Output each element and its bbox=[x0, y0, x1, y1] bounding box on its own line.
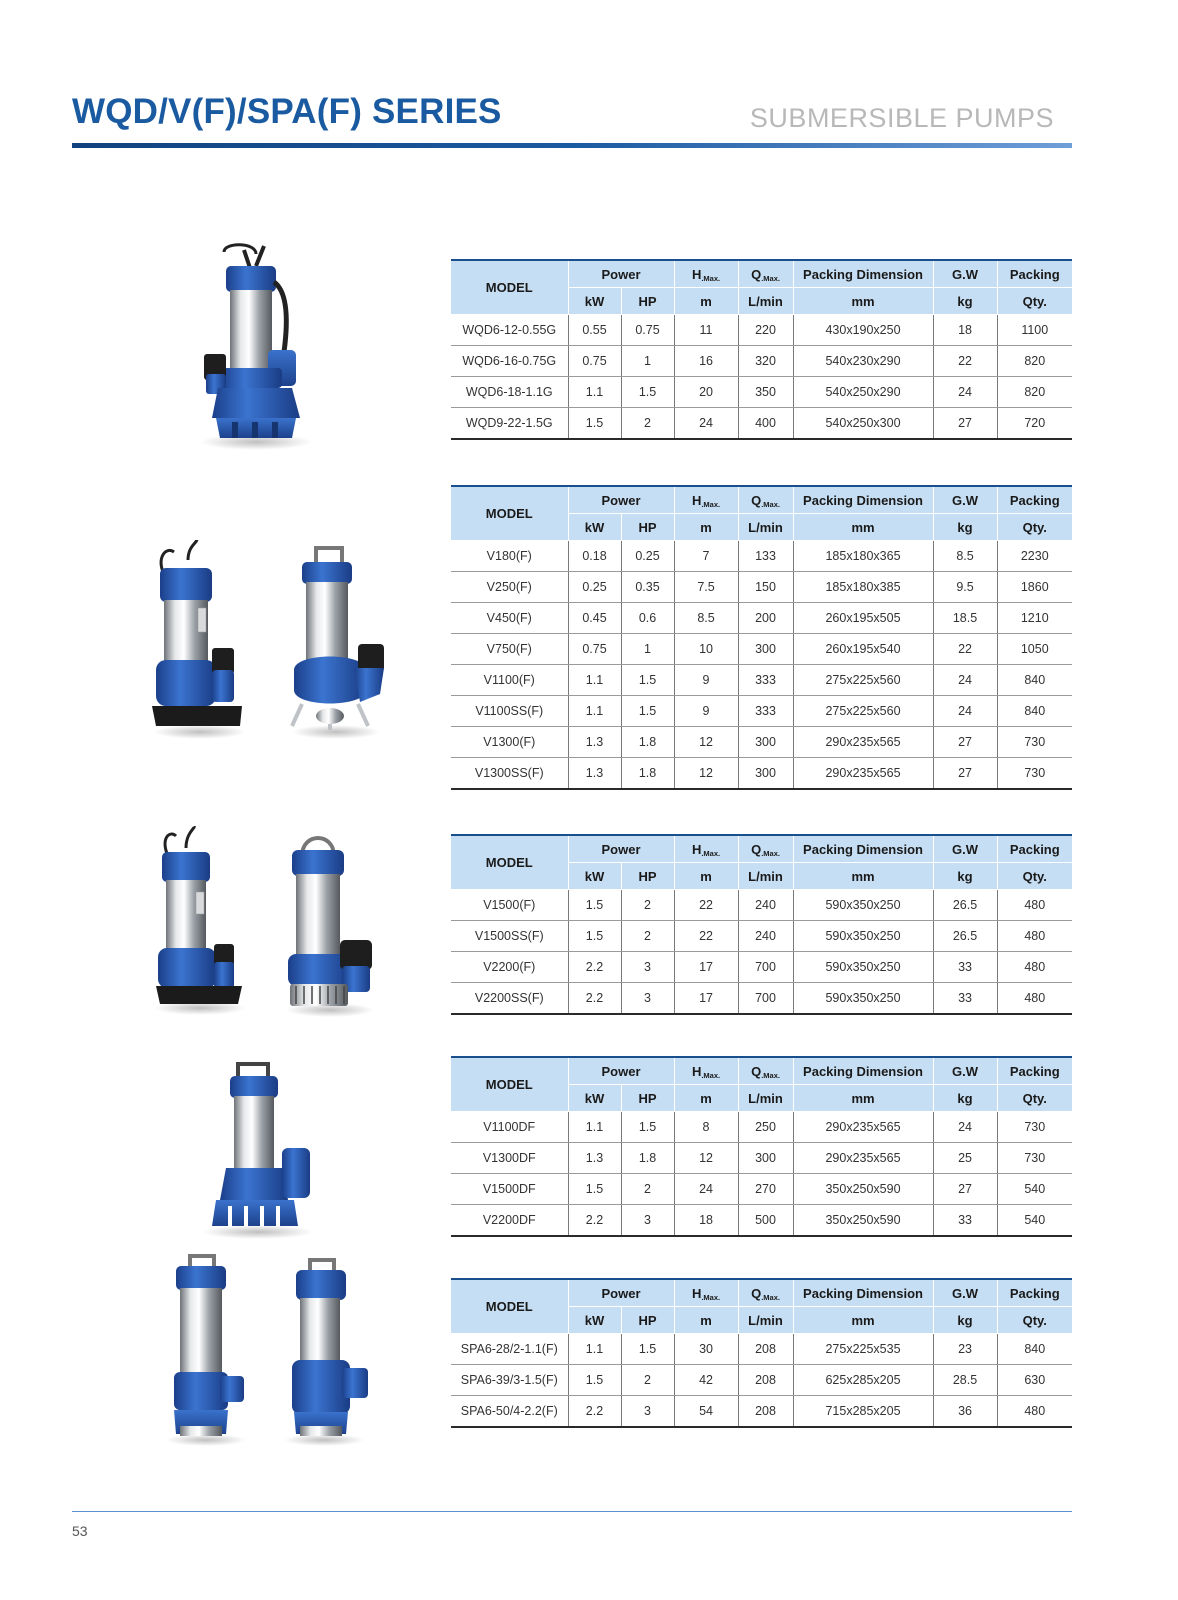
packing-qty-cell: 1050 bbox=[997, 634, 1072, 665]
power-header: Power bbox=[568, 486, 674, 514]
mm-unit: mm bbox=[793, 514, 933, 541]
packing-qty-cell: 480 bbox=[997, 1396, 1072, 1428]
power-kw-cell: 1.1 bbox=[568, 696, 621, 727]
model-cell: V1500DF bbox=[451, 1174, 568, 1205]
packing-qty-cell: 1100 bbox=[997, 315, 1072, 346]
gross-weight-cell: 9.5 bbox=[933, 572, 997, 603]
qty-unit: Qty. bbox=[997, 1307, 1072, 1334]
kw-unit: kW bbox=[568, 288, 621, 315]
power-header: Power bbox=[568, 1057, 674, 1085]
table-row bbox=[451, 665, 1072, 696]
model-cell: V1300DF bbox=[451, 1143, 568, 1174]
table-row bbox=[451, 952, 1072, 983]
packing-dimension-cell: 185x180x365 bbox=[793, 541, 933, 572]
title-divider bbox=[72, 143, 1072, 148]
gross-weight-cell: 27 bbox=[933, 408, 997, 440]
model-cell: V450(F) bbox=[451, 603, 568, 634]
spec-table-v bbox=[451, 485, 1072, 790]
gross-weight-cell: 36 bbox=[933, 1396, 997, 1428]
gross-weight-cell: 22 bbox=[933, 346, 997, 377]
packing-qty-cell: 540 bbox=[997, 1205, 1072, 1237]
table-row bbox=[451, 346, 1072, 377]
flow-cell: 200 bbox=[738, 603, 793, 634]
flow-cell: 320 bbox=[738, 346, 793, 377]
flow-header: $Q_{.Max.}$ bbox=[738, 486, 793, 514]
model-cell: V2200DF bbox=[451, 1205, 568, 1237]
kg-unit: kg bbox=[933, 288, 997, 315]
power-header: Power bbox=[568, 260, 674, 288]
power-kw-cell: 2.2 bbox=[568, 1396, 621, 1428]
packing-qty-cell: 840 bbox=[997, 1334, 1072, 1365]
flow-cell: 300 bbox=[738, 727, 793, 758]
power-header: Power bbox=[568, 835, 674, 863]
table-row bbox=[451, 921, 1072, 952]
power-hp-cell: 1 bbox=[621, 634, 674, 665]
power-kw-cell: 0.45 bbox=[568, 603, 621, 634]
kg-unit: kg bbox=[933, 514, 997, 541]
packing-qty-cell: 730 bbox=[997, 1112, 1072, 1143]
table-row bbox=[451, 1334, 1072, 1365]
power-hp-cell: 0.6 bbox=[621, 603, 674, 634]
power-kw-cell: 1.3 bbox=[568, 758, 621, 790]
gross-weight-cell: 33 bbox=[933, 1205, 997, 1237]
power-kw-cell: 0.18 bbox=[568, 541, 621, 572]
m-unit: m bbox=[674, 1307, 738, 1334]
packing-dimension-cell: 590x350x250 bbox=[793, 890, 933, 921]
packing-dimension-header: Packing Dimension bbox=[793, 835, 933, 863]
flow-cell: 333 bbox=[738, 665, 793, 696]
packing-header: Packing bbox=[997, 1057, 1072, 1085]
power-hp-cell: 1.5 bbox=[621, 377, 674, 408]
head-cell: 9 bbox=[674, 696, 738, 727]
head-cell: 17 bbox=[674, 952, 738, 983]
packing-dimension-cell: 350x250x590 bbox=[793, 1174, 933, 1205]
head-cell: 24 bbox=[674, 1174, 738, 1205]
flow-cell: 133 bbox=[738, 541, 793, 572]
packing-qty-cell: 730 bbox=[997, 758, 1072, 790]
lmin-unit: L/min bbox=[738, 514, 793, 541]
model-cell: V1100DF bbox=[451, 1112, 568, 1143]
gross-weight-cell: 25 bbox=[933, 1143, 997, 1174]
model-cell: V1300SS(F) bbox=[451, 758, 568, 790]
flow-cell: 300 bbox=[738, 634, 793, 665]
packing-dimension-cell: 290x235x565 bbox=[793, 727, 933, 758]
power-kw-cell: 1.5 bbox=[568, 1365, 621, 1396]
model-cell: V250(F) bbox=[451, 572, 568, 603]
qty-unit: Qty. bbox=[997, 863, 1072, 890]
packing-qty-cell: 630 bbox=[997, 1365, 1072, 1396]
gross-weight-cell: 24 bbox=[933, 696, 997, 727]
gross-weight-cell: 8.5 bbox=[933, 541, 997, 572]
page-number: 53 bbox=[72, 1523, 88, 1539]
gross-weight-cell: 24 bbox=[933, 1112, 997, 1143]
spa-large-pump-image bbox=[280, 1256, 372, 1448]
model-cell: WQD6-18-1.1G bbox=[451, 377, 568, 408]
lmin-unit: L/min bbox=[738, 863, 793, 890]
packing-dimension-cell: 715x285x205 bbox=[793, 1396, 933, 1428]
gross-weight-cell: 22 bbox=[933, 634, 997, 665]
power-kw-cell: 1.5 bbox=[568, 921, 621, 952]
spa-pump-image bbox=[162, 1252, 252, 1448]
flow-cell: 700 bbox=[738, 952, 793, 983]
kg-unit: kg bbox=[933, 1307, 997, 1334]
power-hp-cell: 2 bbox=[621, 921, 674, 952]
model-header: MODEL bbox=[451, 260, 568, 315]
table-row bbox=[451, 634, 1072, 665]
power-hp-cell: 1.8 bbox=[621, 727, 674, 758]
gross-weight-cell: 27 bbox=[933, 1174, 997, 1205]
model-cell: SPA6-50/4-2.2(F) bbox=[451, 1396, 568, 1428]
power-kw-cell: 1.5 bbox=[568, 890, 621, 921]
table-row bbox=[451, 1112, 1072, 1143]
v-pump-image bbox=[152, 540, 248, 740]
table-row bbox=[451, 541, 1072, 572]
gross-weight-cell: 18.5 bbox=[933, 603, 997, 634]
model-cell: SPA6-39/3-1.5(F) bbox=[451, 1365, 568, 1396]
qty-unit: Qty. bbox=[997, 514, 1072, 541]
power-hp-cell: 1.5 bbox=[621, 696, 674, 727]
packing-dimension-cell: 260x195x540 bbox=[793, 634, 933, 665]
model-cell: V1100(F) bbox=[451, 665, 568, 696]
power-hp-cell: 1.5 bbox=[621, 1112, 674, 1143]
head-cell: 20 bbox=[674, 377, 738, 408]
kw-unit: kW bbox=[568, 1307, 621, 1334]
model-header: MODEL bbox=[451, 1057, 568, 1112]
gross-weight-cell: 27 bbox=[933, 758, 997, 790]
packing-qty-cell: 1860 bbox=[997, 572, 1072, 603]
head-cell: 8.5 bbox=[674, 603, 738, 634]
hp-unit: HP bbox=[621, 514, 674, 541]
table-row bbox=[451, 890, 1072, 921]
model-cell: V1100SS(F) bbox=[451, 696, 568, 727]
packing-dimension-cell: 275x225x560 bbox=[793, 665, 933, 696]
head-cell: 12 bbox=[674, 727, 738, 758]
model-cell: V2200SS(F) bbox=[451, 983, 568, 1015]
lmin-unit: L/min bbox=[738, 1085, 793, 1112]
head-cell: 42 bbox=[674, 1365, 738, 1396]
gross-weight-cell: 28.5 bbox=[933, 1365, 997, 1396]
gross-weight-cell: 26.5 bbox=[933, 890, 997, 921]
packing-dimension-cell: 275x225x535 bbox=[793, 1334, 933, 1365]
head-cell: 10 bbox=[674, 634, 738, 665]
kg-unit: kg bbox=[933, 863, 997, 890]
spec-table-v-df bbox=[451, 1056, 1072, 1237]
head-cell: 24 bbox=[674, 408, 738, 440]
head-header: $H_{.Max.}$ bbox=[674, 835, 738, 863]
power-hp-cell: 0.35 bbox=[621, 572, 674, 603]
packing-dimension-cell: 290x235x565 bbox=[793, 1143, 933, 1174]
wqd-pump-image bbox=[196, 242, 316, 452]
table-row bbox=[451, 315, 1072, 346]
gross-weight-cell: 18 bbox=[933, 315, 997, 346]
packing-qty-cell: 720 bbox=[997, 408, 1072, 440]
footer-divider bbox=[72, 1511, 1072, 1512]
packing-dimension-cell: 290x235x565 bbox=[793, 758, 933, 790]
flow-cell: 250 bbox=[738, 1112, 793, 1143]
table-row bbox=[451, 1205, 1072, 1237]
mm-unit: mm bbox=[793, 863, 933, 890]
head-cell: 17 bbox=[674, 983, 738, 1015]
model-cell: V1500(F) bbox=[451, 890, 568, 921]
mm-unit: mm bbox=[793, 1307, 933, 1334]
power-hp-cell: 1 bbox=[621, 346, 674, 377]
head-header: $H_{.Max.}$ bbox=[674, 1279, 738, 1307]
flow-cell: 350 bbox=[738, 377, 793, 408]
page-subtitle: SUBMERSIBLE PUMPS bbox=[749, 103, 1054, 133]
power-kw-cell: 2.2 bbox=[568, 1205, 621, 1237]
gross-weight-cell: 26.5 bbox=[933, 921, 997, 952]
power-hp-cell: 3 bbox=[621, 1396, 674, 1428]
packing-header: Packing bbox=[997, 260, 1072, 288]
head-cell: 16 bbox=[674, 346, 738, 377]
packing-dimension-cell: 185x180x385 bbox=[793, 572, 933, 603]
power-kw-cell: 1.5 bbox=[568, 1174, 621, 1205]
gross-weight-cell: 33 bbox=[933, 983, 997, 1015]
model-cell: V1500SS(F) bbox=[451, 921, 568, 952]
model-cell: WQD9-22-1.5G bbox=[451, 408, 568, 440]
flow-cell: 500 bbox=[738, 1205, 793, 1237]
table-row bbox=[451, 1143, 1072, 1174]
packing-dimension-cell: 625x285x205 bbox=[793, 1365, 933, 1396]
flow-cell: 220 bbox=[738, 315, 793, 346]
kw-unit: kW bbox=[568, 863, 621, 890]
head-header: $H_{.Max.}$ bbox=[674, 260, 738, 288]
power-kw-cell: 1.1 bbox=[568, 1334, 621, 1365]
flow-cell: 150 bbox=[738, 572, 793, 603]
packing-qty-cell: 480 bbox=[997, 890, 1072, 921]
power-kw-cell: 0.55 bbox=[568, 315, 621, 346]
model-cell: V1300(F) bbox=[451, 727, 568, 758]
m-unit: m bbox=[674, 863, 738, 890]
power-kw-cell: 1.1 bbox=[568, 1112, 621, 1143]
power-kw-cell: 2.2 bbox=[568, 983, 621, 1015]
head-cell: 9 bbox=[674, 665, 738, 696]
power-kw-cell: 0.75 bbox=[568, 634, 621, 665]
packing-qty-cell: 840 bbox=[997, 665, 1072, 696]
table-row bbox=[451, 1365, 1072, 1396]
packing-dimension-cell: 590x350x250 bbox=[793, 952, 933, 983]
packing-dimension-header: Packing Dimension bbox=[793, 1057, 933, 1085]
head-header: $H_{.Max.}$ bbox=[674, 486, 738, 514]
packing-qty-cell: 820 bbox=[997, 346, 1072, 377]
v-df-pump-image bbox=[196, 1060, 320, 1240]
kw-unit: kW bbox=[568, 514, 621, 541]
packing-dimension-cell: 590x350x250 bbox=[793, 983, 933, 1015]
table-row bbox=[451, 572, 1072, 603]
table-row bbox=[451, 603, 1072, 634]
flow-cell: 400 bbox=[738, 408, 793, 440]
model-header: MODEL bbox=[451, 486, 568, 541]
gross-weight-cell: 24 bbox=[933, 377, 997, 408]
gross-weight-header: G.W bbox=[933, 486, 997, 514]
power-hp-cell: 3 bbox=[621, 983, 674, 1015]
power-hp-cell: 2 bbox=[621, 1365, 674, 1396]
table-row bbox=[451, 696, 1072, 727]
power-hp-cell: 1.5 bbox=[621, 1334, 674, 1365]
flow-header: $Q_{.Max.}$ bbox=[738, 260, 793, 288]
flow-header: $Q_{.Max.}$ bbox=[738, 1279, 793, 1307]
m-unit: m bbox=[674, 1085, 738, 1112]
head-cell: 7 bbox=[674, 541, 738, 572]
packing-dimension-cell: 290x235x565 bbox=[793, 1112, 933, 1143]
head-cell: 8 bbox=[674, 1112, 738, 1143]
head-cell: 54 bbox=[674, 1396, 738, 1428]
table-row bbox=[451, 983, 1072, 1015]
hp-unit: HP bbox=[621, 288, 674, 315]
gross-weight-cell: 33 bbox=[933, 952, 997, 983]
power-hp-cell: 3 bbox=[621, 1205, 674, 1237]
flow-cell: 333 bbox=[738, 696, 793, 727]
hp-unit: HP bbox=[621, 1307, 674, 1334]
flow-cell: 700 bbox=[738, 983, 793, 1015]
power-hp-cell: 0.75 bbox=[621, 315, 674, 346]
power-hp-cell: 0.25 bbox=[621, 541, 674, 572]
power-hp-cell: 1.5 bbox=[621, 665, 674, 696]
hp-unit: HP bbox=[621, 1085, 674, 1112]
power-kw-cell: 1.1 bbox=[568, 377, 621, 408]
flow-cell: 300 bbox=[738, 1143, 793, 1174]
power-kw-cell: 0.75 bbox=[568, 346, 621, 377]
packing-dimension-cell: 350x250x590 bbox=[793, 1205, 933, 1237]
model-cell: V180(F) bbox=[451, 541, 568, 572]
m-unit: m bbox=[674, 288, 738, 315]
packing-dimension-cell: 275x225x560 bbox=[793, 696, 933, 727]
table-row bbox=[451, 727, 1072, 758]
packing-dimension-cell: 540x250x290 bbox=[793, 377, 933, 408]
head-cell: 30 bbox=[674, 1334, 738, 1365]
v-large-pump-image bbox=[152, 826, 248, 1016]
power-kw-cell: 1.3 bbox=[568, 727, 621, 758]
model-cell: SPA6-28/2-1.1(F) bbox=[451, 1334, 568, 1365]
power-kw-cell: 2.2 bbox=[568, 952, 621, 983]
v-ss-large-pump-image bbox=[284, 832, 380, 1018]
hp-unit: HP bbox=[621, 863, 674, 890]
packing-dimension-cell: 260x195x505 bbox=[793, 603, 933, 634]
flow-cell: 300 bbox=[738, 758, 793, 790]
packing-qty-cell: 730 bbox=[997, 1143, 1072, 1174]
mm-unit: mm bbox=[793, 288, 933, 315]
flow-header: $Q_{.Max.}$ bbox=[738, 835, 793, 863]
gross-weight-header: G.W bbox=[933, 1279, 997, 1307]
packing-dimension-cell: 540x230x290 bbox=[793, 346, 933, 377]
power-hp-cell: 2 bbox=[621, 408, 674, 440]
kg-unit: kg bbox=[933, 1085, 997, 1112]
table-row bbox=[451, 1174, 1072, 1205]
packing-qty-cell: 480 bbox=[997, 952, 1072, 983]
power-hp-cell: 2 bbox=[621, 890, 674, 921]
packing-qty-cell: 2230 bbox=[997, 541, 1072, 572]
packing-header: Packing bbox=[997, 835, 1072, 863]
packing-qty-cell: 730 bbox=[997, 727, 1072, 758]
packing-dimension-header: Packing Dimension bbox=[793, 1279, 933, 1307]
head-cell: 7.5 bbox=[674, 572, 738, 603]
packing-qty-cell: 1210 bbox=[997, 603, 1072, 634]
power-header: Power bbox=[568, 1279, 674, 1307]
packing-qty-cell: 480 bbox=[997, 983, 1072, 1015]
packing-qty-cell: 820 bbox=[997, 377, 1072, 408]
power-kw-cell: 0.25 bbox=[568, 572, 621, 603]
gross-weight-cell: 23 bbox=[933, 1334, 997, 1365]
m-unit: m bbox=[674, 514, 738, 541]
qty-unit: Qty. bbox=[997, 1085, 1072, 1112]
model-header: MODEL bbox=[451, 1279, 568, 1334]
model-cell: WQD6-12-0.55G bbox=[451, 315, 568, 346]
spec-table-v-large bbox=[451, 834, 1072, 1015]
packing-header: Packing bbox=[997, 486, 1072, 514]
page-title: WQD/V(F)/SPA(F) SERIES bbox=[72, 92, 502, 131]
model-cell: V750(F) bbox=[451, 634, 568, 665]
v-ss-pump-image bbox=[288, 540, 388, 740]
model-header: MODEL bbox=[451, 835, 568, 890]
head-cell: 11 bbox=[674, 315, 738, 346]
packing-header: Packing bbox=[997, 1279, 1072, 1307]
power-kw-cell: 1.1 bbox=[568, 665, 621, 696]
gross-weight-header: G.W bbox=[933, 260, 997, 288]
table-row bbox=[451, 1396, 1072, 1428]
model-cell: WQD6-16-0.75G bbox=[451, 346, 568, 377]
flow-cell: 208 bbox=[738, 1334, 793, 1365]
mm-unit: mm bbox=[793, 1085, 933, 1112]
flow-cell: 240 bbox=[738, 921, 793, 952]
lmin-unit: L/min bbox=[738, 288, 793, 315]
head-cell: 22 bbox=[674, 890, 738, 921]
flow-cell: 270 bbox=[738, 1174, 793, 1205]
packing-dimension-header: Packing Dimension bbox=[793, 260, 933, 288]
power-hp-cell: 1.8 bbox=[621, 1143, 674, 1174]
packing-dimension-cell: 430x190x250 bbox=[793, 315, 933, 346]
table-row bbox=[451, 377, 1072, 408]
head-cell: 18 bbox=[674, 1205, 738, 1237]
head-cell: 12 bbox=[674, 758, 738, 790]
spec-table-spa bbox=[451, 1278, 1072, 1428]
gross-weight-cell: 27 bbox=[933, 727, 997, 758]
packing-qty-cell: 840 bbox=[997, 696, 1072, 727]
gross-weight-header: G.W bbox=[933, 835, 997, 863]
power-hp-cell: 2 bbox=[621, 1174, 674, 1205]
packing-qty-cell: 540 bbox=[997, 1174, 1072, 1205]
power-hp-cell: 3 bbox=[621, 952, 674, 983]
flow-cell: 208 bbox=[738, 1365, 793, 1396]
flow-header: $Q_{.Max.}$ bbox=[738, 1057, 793, 1085]
head-cell: 22 bbox=[674, 921, 738, 952]
table-row bbox=[451, 758, 1072, 790]
power-kw-cell: 1.3 bbox=[568, 1143, 621, 1174]
power-kw-cell: 1.5 bbox=[568, 408, 621, 440]
lmin-unit: L/min bbox=[738, 1307, 793, 1334]
gross-weight-header: G.W bbox=[933, 1057, 997, 1085]
packing-qty-cell: 480 bbox=[997, 921, 1072, 952]
head-header: $H_{.Max.}$ bbox=[674, 1057, 738, 1085]
packing-dimension-header: Packing Dimension bbox=[793, 486, 933, 514]
spec-table-wqd bbox=[451, 259, 1072, 440]
qty-unit: Qty. bbox=[997, 288, 1072, 315]
flow-cell: 208 bbox=[738, 1396, 793, 1428]
head-cell: 12 bbox=[674, 1143, 738, 1174]
flow-cell: 240 bbox=[738, 890, 793, 921]
table-row bbox=[451, 408, 1072, 440]
gross-weight-cell: 24 bbox=[933, 665, 997, 696]
model-cell: V2200(F) bbox=[451, 952, 568, 983]
packing-dimension-cell: 540x250x300 bbox=[793, 408, 933, 440]
kw-unit: kW bbox=[568, 1085, 621, 1112]
power-hp-cell: 1.8 bbox=[621, 758, 674, 790]
packing-dimension-cell: 590x350x250 bbox=[793, 921, 933, 952]
